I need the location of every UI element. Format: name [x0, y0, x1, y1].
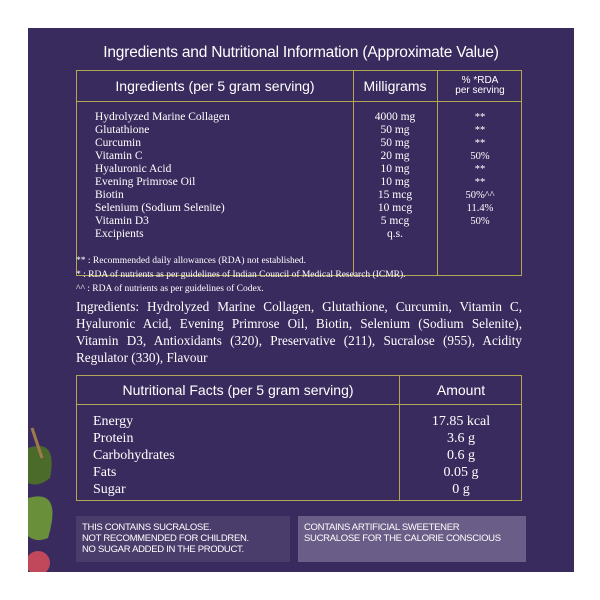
ingredient-name: Selenium (Sodium Selenite): [95, 202, 225, 214]
ingredient-name: Vitamin D3: [95, 215, 149, 227]
table-row: [77, 124, 521, 137]
ingredient-name: Evening Primrose Oil: [95, 176, 196, 188]
table-row: [77, 111, 521, 124]
nutrient-name: Energy: [93, 414, 134, 429]
table-row: [77, 215, 521, 228]
info-line: CONTAINS ARTIFICIAL SWEETENER: [304, 522, 460, 533]
ingredient-name: Vitamin C: [95, 150, 143, 162]
table-row: [77, 430, 521, 447]
nutrient-name: Protein: [93, 431, 134, 446]
table-row: [77, 150, 521, 163]
nutrition-table: [76, 375, 522, 501]
table-row: [77, 447, 521, 464]
ingredient-amount: 10 mg: [380, 163, 410, 175]
nutrient-amount: 17.85 kcal: [431, 414, 491, 429]
nutrient-amount: 0 g: [452, 482, 470, 497]
ingredient-name: Biotin: [95, 189, 124, 201]
table-row: [77, 137, 521, 150]
header-rda-line2: per serving: [455, 85, 505, 96]
page-title: Ingredients and Nutritional Information (Approximate Value): [103, 44, 499, 61]
header-nutrition-fact: Nutritional Facts (per 5 gram serving): [122, 382, 354, 398]
header-amount: Amount: [436, 382, 486, 398]
nutrient-name: Fats: [93, 465, 117, 480]
nutrient-amount: 3.6 g: [447, 431, 475, 446]
ingredient-rda: **: [474, 138, 486, 149]
ingredient-amount: 20 mg: [380, 150, 410, 162]
ingredient-rda: **: [474, 125, 486, 136]
ingredient-amount: 50 mg: [380, 137, 410, 149]
header-ingredient: Ingredients (per 5 gram serving): [115, 78, 315, 94]
sweetener-info-box: [298, 516, 526, 562]
ingredient-rda: 11.4%: [466, 203, 494, 214]
ingredients-paragraph: Ingredients: Hydrolyzed Marine Collagen, Glutathione, Curcumin, Vitamin C, Hyaluronic Acid, Evening Primrose Oil, Biotin, Selenium (Sodium Selenite), Vitamin D3, Antioxidants (320), Preservative (211), Sucralose (955), Acidity Regulator (330), Flavour: [76, 299, 522, 365]
nutrient-amount: 0.6 g: [447, 448, 475, 463]
ingredient-amount: q.s.: [387, 228, 403, 240]
table-row: [77, 464, 521, 481]
table-row: [77, 481, 521, 498]
header-milligrams: Milligrams: [363, 78, 427, 94]
note-line: ^^ : RDA of nutrients as per guidelines of Codex.: [76, 284, 264, 294]
ingredients-table-header: [77, 71, 521, 102]
ingredient-amount: 10 mcg: [377, 202, 413, 214]
nutrient-name: Sugar: [93, 482, 126, 497]
ingredient-name: Glutathione: [95, 124, 150, 136]
table-row: [77, 202, 521, 215]
table-row: [77, 228, 521, 241]
table-row: [77, 189, 521, 202]
sucralose-warning-box: [76, 516, 290, 562]
ingredient-name: Hydrolyzed Marine Collagen: [95, 111, 230, 123]
nutrient-amount: 0.05 g: [443, 465, 479, 480]
table-row: [77, 413, 521, 430]
info-line: SUCRALOSE FOR THE CALORIE CONSCIOUS: [304, 533, 501, 544]
note-line: * : RDA of nutrients as per guidelines of Indian Council of Medical Research (ICMR).: [76, 270, 406, 280]
warning-line: THIS CONTAINS SUCRALOSE.: [82, 522, 212, 533]
rda-notes: [76, 254, 406, 296]
nutrition-table-header: [77, 376, 521, 405]
ingredient-rda: **: [474, 177, 486, 188]
ingredient-name: Excipients: [95, 228, 144, 240]
ingredient-rda: 50%^^: [465, 190, 495, 201]
ingredient-amount: 5 mcg: [380, 215, 410, 227]
ingredient-name: Curcumin: [95, 137, 141, 149]
ingredients-table: [76, 70, 522, 276]
ingredient-amount: 4000 mg: [374, 111, 416, 123]
warning-line: NO SUGAR ADDED IN THE PRODUCT.: [82, 544, 244, 555]
warning-line: NOT RECOMMENDED FOR CHILDREN.: [82, 533, 249, 544]
label-panel: [28, 28, 574, 572]
nutrient-name: Carbohydrates: [93, 448, 175, 463]
ingredient-rda: **: [474, 112, 486, 123]
ingredient-rda: 50%: [470, 216, 490, 227]
ingredient-amount: 10 mg: [380, 176, 410, 188]
ingredient-name: Hyaluronic Acid: [95, 163, 172, 175]
note-line: ** : Recommended daily allowances (RDA) not established.: [76, 256, 307, 266]
header-rda: [437, 71, 523, 101]
ingredient-amount: 15 mcg: [377, 189, 413, 201]
ingredient-amount: 50 mg: [380, 124, 410, 136]
table-row: [77, 176, 521, 189]
table-row: [77, 163, 521, 176]
header-rda-line1: % *RDA: [461, 75, 499, 86]
ingredient-rda: 50%: [470, 151, 490, 162]
ingredient-rda: **: [474, 164, 486, 175]
